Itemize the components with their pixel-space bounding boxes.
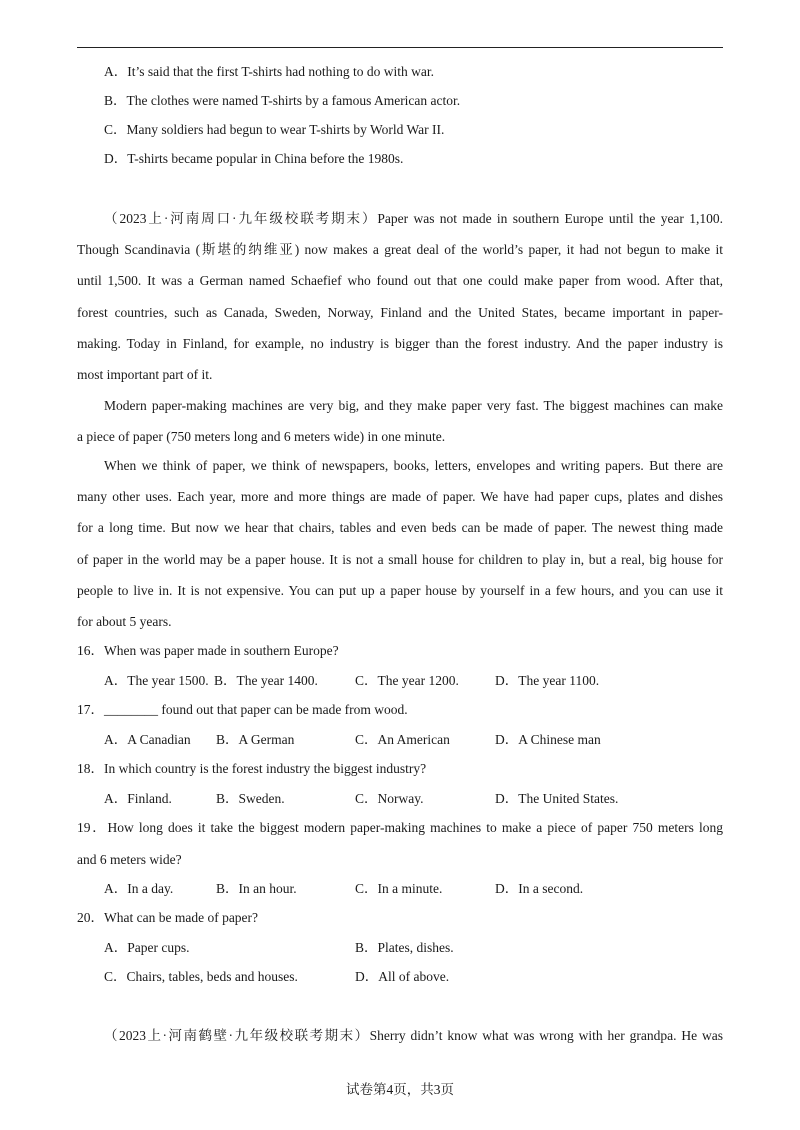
next-passage-line: （2023上·河南鹤壁·九年级校联考期末）Sherry didn’t know what was wrong with her grandpa. He was [104, 1028, 723, 1043]
prev-option-c: C．Many soldiers had begun to wear T-shirts by World War II. [104, 122, 445, 137]
question-20-option-a: A．Paper cups. [104, 940, 190, 955]
question-16-option-c: C．The year 1200. [355, 673, 459, 688]
question-16-option-b: B．The year 1400. [214, 673, 318, 688]
passage-line: When we think of paper, we think of newspapers, books, letters, envelopes and writing papers. But there are [104, 458, 723, 473]
question-16-option-a: A．The year 1500. [104, 673, 209, 688]
passage-line: many other uses. Each year, more and more things are made of paper. We have had paper cups, plates and dishes [77, 489, 723, 504]
passage-line: （2023上·河南周口·九年级校联考期末）Paper was not made in southern Europe until the year 1,100. [104, 211, 723, 226]
question-19-stem-continued: and 6 meters wide? [77, 852, 182, 867]
question-17-option-d: D．A Chinese man [495, 732, 601, 747]
page-footer: 试卷第4页，共3页 [346, 1082, 454, 1097]
passage-line: people to live in. It is not expensive. You can put up a paper house by yourself in a few hours, and you can use it [77, 583, 723, 598]
question-19-option-d: D．In a second. [495, 881, 584, 896]
passage-line: for a long time. But now we hear that chairs, tables and even beds can be made of paper. The newest thing made [77, 520, 723, 535]
question-19-option-c: C．In a minute. [355, 881, 443, 896]
question-18-stem: 18．In which country is the forest industry the biggest industry? [77, 761, 427, 776]
prev-option-a: A．It’s said that the first T-shirts had nothing to do with war. [104, 64, 434, 79]
header-rule [77, 47, 723, 48]
passage-line: Modern paper-making machines are very big, and they make paper very fast. The biggest machines can make [104, 398, 723, 413]
question-18-option-b: B．Sweden. [216, 791, 285, 806]
passage-line: most important part of it. [77, 367, 213, 382]
passage-line: making. Today in Finland, for example, no industry is bigger than the forest industry. And the paper industry is [77, 336, 723, 351]
question-19-stem: 19．How long does it take the biggest modern paper-making machines to make a piece of paper 750 meters long [77, 820, 723, 835]
question-19-option-b: B．In an hour. [216, 881, 297, 896]
question-16-stem: 16．When was paper made in southern Europe? [77, 643, 339, 658]
passage-line: for about 5 years. [77, 614, 172, 629]
prev-option-d: D．T-shirts became popular in China before the 1980s. [104, 151, 404, 166]
question-19-option-a: A．In a day. [104, 881, 174, 896]
question-18-option-d: D．The United States. [495, 791, 619, 806]
prev-option-b: B．The clothes were named T-shirts by a famous American actor. [104, 93, 461, 108]
question-17-option-a: A．A Canadian [104, 732, 191, 747]
question-20-stem: 20．What can be made of paper? [77, 910, 259, 925]
question-17-option-c: C．An American [355, 732, 450, 747]
question-20-option-c: C．Chairs, tables, beds and houses. [104, 969, 298, 984]
question-16-option-d: D．The year 1100. [495, 673, 600, 688]
passage-line: Though Scandinavia (斯堪的纳维亚) now makes a great deal of the world’s paper, it had not begun to make it [77, 242, 723, 257]
question-20-option-d: D．All of above. [355, 969, 450, 984]
question-17-stem: 17．________ found out that paper can be made from wood. [77, 702, 408, 717]
question-17-option-b: B．A German [216, 732, 295, 747]
question-20-option-b: B．Plates, dishes. [355, 940, 454, 955]
passage-line: forest countries, such as Canada, Sweden, Norway, Finland and the United States, became important in paper- [77, 305, 723, 320]
passage-line: a piece of paper (750 meters long and 6 meters wide) in one minute. [77, 429, 446, 444]
passage-line: until 1,500. It was a German named Schaefief who found out that one could make paper from wood. After that, [77, 273, 723, 288]
passage-line: of paper in the world may be a paper house. It is not a small house for children to play in, but a real, big house for [77, 552, 723, 567]
question-18-option-a: A．Finland. [104, 791, 172, 806]
question-18-option-c: C．Norway. [355, 791, 424, 806]
